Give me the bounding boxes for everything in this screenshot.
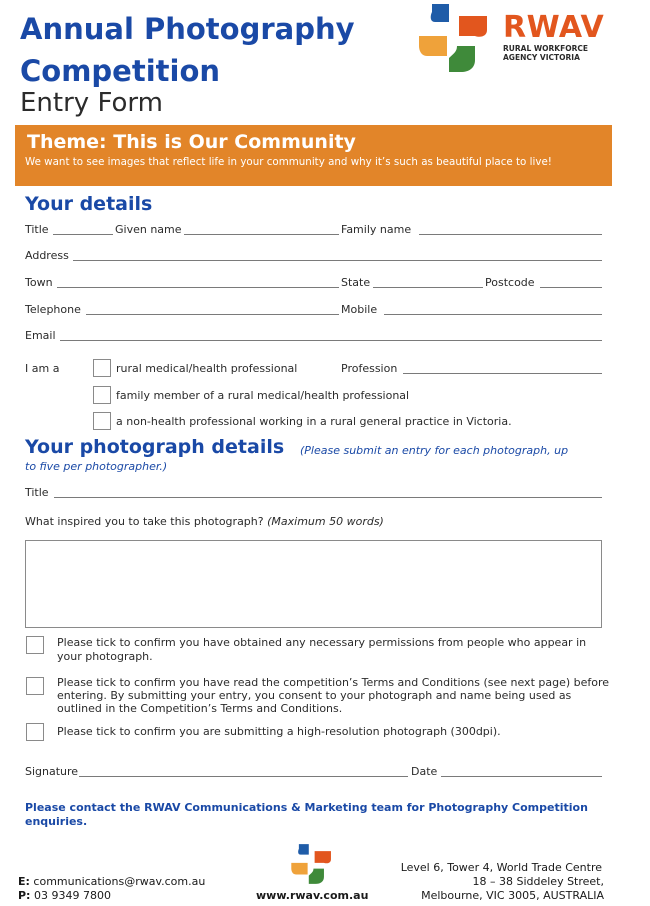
town-field[interactable] <box>57 287 339 288</box>
theme-banner <box>15 125 612 186</box>
footer-website-link[interactable]: www.rwav.com.au <box>256 889 369 902</box>
checkbox-terms[interactable] <box>26 677 44 695</box>
photo-title-label: Title <box>25 486 49 499</box>
photo-details-heading: Your photograph details <box>25 436 285 458</box>
mobile-field[interactable] <box>384 314 602 315</box>
footer-rwav-logo-icon <box>290 843 334 885</box>
footer-email <box>18 875 205 889</box>
checkbox-family-member[interactable] <box>93 386 111 404</box>
date-label: Date <box>411 765 438 778</box>
inspired-note: (Maximum 50 words) <box>267 515 384 528</box>
inspired-label <box>25 515 384 528</box>
title-label: Title <box>25 223 49 236</box>
logo-name: RWAV <box>503 10 605 45</box>
date-field[interactable] <box>441 776 602 777</box>
confirm-permissions-line1: Please tick to confirm you have obtained any necessary permissions from people who appear in <box>57 636 587 649</box>
telephone-label: Telephone <box>25 303 81 316</box>
state-label: State <box>341 276 371 289</box>
title-field[interactable] <box>53 234 113 235</box>
footer-email-link[interactable]: communications@rwav.com.au <box>33 875 206 888</box>
given-name-field[interactable] <box>184 234 339 235</box>
footer-phone-number: 03 9349 7800 <box>33 889 111 902</box>
profession-label: Profession <box>341 362 398 375</box>
form-title: Annual Photography Competition <box>20 12 355 88</box>
rwav-logo <box>503 12 604 62</box>
footer-address-line1: Level 6, Tower 4, World Trade Centre <box>400 861 602 874</box>
photo-details-note-line2: to five per photographer.) <box>25 460 168 473</box>
option-family-member-label: family member of a rural medical/health professional <box>116 389 410 402</box>
contact-line1: Please contact the RWAV Communications & Marketing team for Photography Competition <box>25 801 588 814</box>
footer-phone <box>18 889 111 903</box>
town-label: Town <box>25 276 53 289</box>
postcode-field[interactable] <box>540 287 602 288</box>
checkbox-permissions[interactable] <box>26 636 44 654</box>
option-health-professional-label: rural medical/health professional <box>116 362 298 375</box>
checkbox-high-resolution[interactable] <box>26 723 44 741</box>
address-label: Address <box>25 249 69 262</box>
photo-title-field[interactable] <box>54 497 602 498</box>
inspiration-textarea[interactable] <box>25 540 602 628</box>
telephone-field[interactable] <box>86 314 339 315</box>
contact-line2: enquiries. <box>25 815 88 828</box>
rwav-logo-icon <box>417 2 492 74</box>
email-field[interactable] <box>60 340 602 341</box>
email-label: Email <box>25 329 56 342</box>
checkbox-non-health-professional[interactable] <box>93 412 111 430</box>
confirm-permissions-line2: your photograph. <box>57 650 153 663</box>
signature-field[interactable] <box>79 776 408 777</box>
theme-title: Theme: This is Our Community <box>27 131 356 153</box>
profession-field[interactable] <box>403 373 602 374</box>
photo-details-note-line1: (Please submit an entry for each photograph, up <box>300 444 569 457</box>
mobile-label: Mobile <box>341 303 378 316</box>
state-field[interactable] <box>373 287 483 288</box>
signature-label: Signature <box>25 765 79 778</box>
inspired-question: What inspired you to take this photograph? <box>25 515 264 528</box>
footer-phone-prefix: P: <box>18 889 31 902</box>
given-name-label: Given name <box>115 223 182 236</box>
address-field[interactable] <box>73 260 602 261</box>
footer-address-line3: Melbourne, VIC 3005, AUSTRALIA <box>421 889 604 902</box>
footer-email-prefix: E: <box>18 875 30 888</box>
logo-line2: AGENCY VICTORIA <box>503 53 580 62</box>
option-non-health-label: a non-health professional working in a rural general practice in Victoria. <box>116 415 512 428</box>
footer-address-line2: 18 – 38 Siddeley Street, <box>472 875 604 888</box>
checkbox-health-professional[interactable] <box>93 359 111 377</box>
confirm-terms-line1: Please tick to confirm you have read the competition’s Terms and Conditions (see next page) before <box>57 676 610 689</box>
confirm-terms-line3: outlined in the Competition’s Terms and Conditions. <box>57 702 343 715</box>
your-details-heading: Your details <box>25 193 153 215</box>
family-name-field[interactable] <box>419 234 602 235</box>
theme-subtitle: We want to see images that reflect life in your community and why it’s such as beautiful place to live! <box>25 156 552 168</box>
confirm-high-resolution: Please tick to confirm you are submitting a high-resolution photograph (300dpi). <box>57 725 501 738</box>
form-subtitle: Entry Form <box>20 88 163 118</box>
i-am-a-label: I am a <box>25 362 60 375</box>
family-name-label: Family name <box>341 223 412 236</box>
confirm-terms-line2: entering. By submitting your entry, you consent to your photograph and name being used as <box>57 689 572 702</box>
logo-line1: RURAL WORKFORCE <box>503 44 588 53</box>
postcode-label: Postcode <box>485 276 535 289</box>
